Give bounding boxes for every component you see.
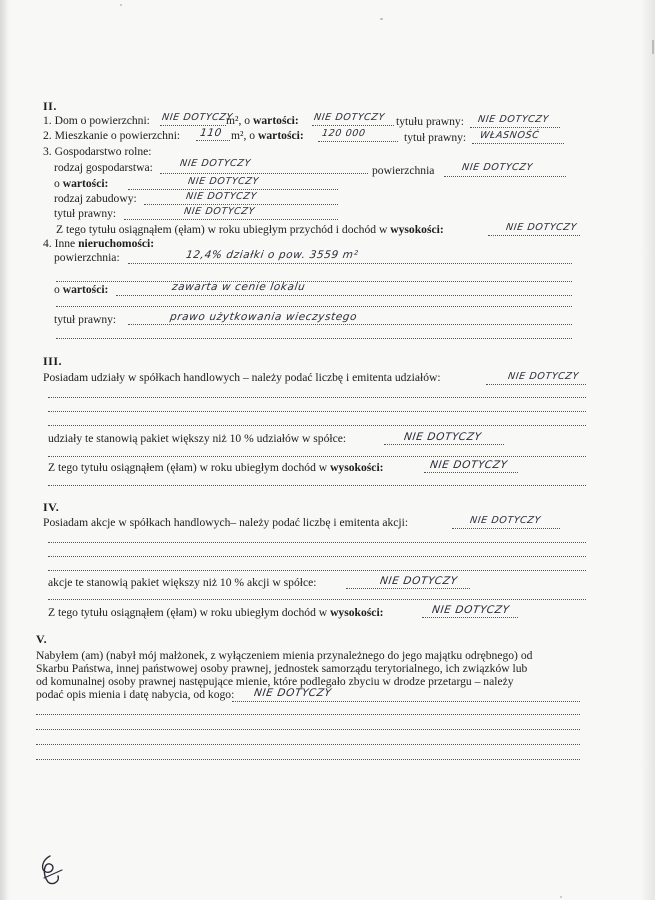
scan-speck (560, 896, 562, 898)
l3-build-value: NIE DOTYCZY (185, 191, 258, 202)
l1-label-a: 1. Dom o powierzchni: (43, 114, 150, 127)
iii-blank-1 (48, 397, 586, 398)
l2-area-value: 110 (199, 127, 223, 139)
l1-value-value: NIE DOTYCZY (313, 112, 386, 123)
scan-speck (652, 40, 654, 54)
iii-blank-4 (48, 456, 586, 457)
l2-value-dots (318, 141, 398, 142)
l4-area-label: powierzchnia: (54, 251, 120, 264)
v-blank-3 (36, 744, 580, 745)
l3-value-pre: o (54, 177, 60, 190)
l1-label-c: wartości: (253, 114, 299, 127)
l1-label-b-wrap (226, 114, 299, 127)
l3-income-value: NIE DOTYCZY (505, 222, 578, 233)
l3-build-dots (144, 204, 338, 205)
v-blank-4 (36, 759, 580, 760)
l3-value-dots (128, 189, 338, 190)
iv-blank-3 (48, 570, 586, 571)
l3-income-dots (488, 235, 580, 236)
l4-value-pre: o (54, 283, 60, 296)
l2-label-b-wrap (231, 129, 304, 142)
l4-title-dots-2 (56, 338, 572, 339)
iv-line-3-b: wysokości: (330, 606, 384, 619)
l3-value-label-wrap (54, 177, 108, 190)
section-v-heading: V. (36, 632, 48, 646)
l3-kind-value: NIE DOTYCZY (179, 158, 252, 169)
iv-line-1-dots (452, 528, 560, 529)
l1-title-value: NIE DOTYCZY (477, 114, 550, 125)
iv-line-3-a: Z tego tytułu osiągnąłem (ęłam) w roku ubiegłym dochód w (48, 606, 328, 619)
scan-speck (120, 4, 122, 6)
iii-line-3-a: Z tego tytułu osiągnąłem (ęłam) w roku ubiegłym dochód w (48, 461, 328, 474)
iii-blank-3 (48, 425, 586, 426)
l3-title-dots (124, 219, 338, 220)
l2-label-d: tytuł prawny: (404, 131, 467, 144)
v-blank-1 (36, 714, 580, 715)
iv-line-1-label: Posiadam akcje w spółkach handlowych– należy podać liczbę i emitenta akcji: (43, 516, 409, 529)
l3-build-label: rodzaj zabudowy: (54, 192, 137, 205)
iv-blank-1 (48, 542, 586, 543)
v-paragraph-line-3: od komunalnej osoby prawnej następujące mienie, które podlegało zbyciu w drodze przetargu – należy (36, 675, 514, 688)
v-line-4-dots (232, 701, 580, 702)
l4-value-dots-2 (56, 306, 572, 307)
v-line-4-value: NIE DOTYCZY (253, 687, 333, 699)
l2-title-dots (472, 143, 564, 144)
l3-income-b: wysokości: (390, 223, 444, 236)
l4-value-label-wrap (54, 283, 108, 296)
l3-area-label: powierzchnia (372, 164, 435, 177)
iii-blank-5 (48, 485, 586, 486)
iii-line-3-b: wysokości: (330, 461, 384, 474)
l3-title-label: tytuł prawny: (54, 207, 117, 220)
line-2-label (43, 129, 180, 142)
l1-title-dots (470, 127, 560, 128)
handwritten-paraph-icon (36, 852, 70, 888)
l3-area-dots (444, 176, 566, 177)
l4-label-a: 4. Inne (43, 237, 76, 250)
iii-line-1-label: Posiadam udziały w spółkach handlowych – należy podać liczbę i emitenta udziałów: (43, 371, 441, 384)
iv-line-1-value: NIE DOTYCZY (469, 515, 542, 526)
l3-title-value: NIE DOTYCZY (183, 206, 256, 217)
l3-kind-dots (160, 173, 368, 174)
iv-line-3-dots (422, 617, 518, 618)
l4-area-dots-2 (56, 281, 572, 282)
l1-label-b: m², o (226, 114, 251, 127)
iv-line-2-dots (346, 588, 470, 589)
scan-speck (380, 18, 383, 20)
l4-label-b: nieruchomości: (78, 237, 155, 250)
l2-area-dots (196, 140, 230, 141)
iv-line-3-value: NIE DOTYCZY (431, 604, 511, 616)
l3-income-a: Z tego tytułu osiągnąłem (ęłam) w roku ubiegłym przychód i dochód w (56, 223, 388, 236)
iv-blank-2 (48, 556, 586, 557)
section-ii-heading: II. (43, 99, 57, 113)
iii-line-2-dots (384, 444, 504, 445)
scan-shadow (0, 0, 8, 900)
iv-blank-4 (48, 599, 586, 600)
iv-line-2-label: akcje te stanowią pakiet większy niż 10 % akcji w spółce: (48, 576, 317, 589)
v-blank-2 (36, 729, 580, 730)
l2-title-value: WŁASNOŚĆ (479, 130, 541, 141)
v-paragraph-line-2: Skarbu Państwa, innej państwowej osoby prawnej, jednostek samorządu terytorialnego, ich związków lub (36, 662, 528, 675)
l4-value-label: wartości: (62, 283, 109, 296)
l3-value-label: wartości: (62, 177, 109, 190)
v-paragraph-line-1: Nabyłem (am) (nabył mój małżonek, z wyłączeniem mienia przynależnego do jego majątku odrębnego) od (36, 649, 533, 662)
iv-line-3-label (48, 606, 384, 619)
l1-area-dots (160, 125, 226, 126)
l4-value-dots (116, 295, 572, 296)
iv-line-2-value: NIE DOTYCZY (379, 575, 459, 587)
l4-title-dots (128, 324, 572, 325)
l3-area-value: NIE DOTYCZY (461, 162, 534, 173)
line-4-label (43, 237, 154, 250)
l3-kind-label: rodzaj gospodarstwa: (54, 161, 153, 174)
l2-label-a: 2. Mieszkanie o powierzchni: (43, 129, 181, 142)
iii-line-2-label: udziały te stanowią pakiet większy niż 10 % udziałów w spółce: (48, 432, 347, 445)
iii-line-3-label (48, 461, 384, 474)
l2-value-value: 120 000 (321, 128, 367, 139)
iii-line-1-value: NIE DOTYCZY (507, 371, 580, 382)
l2-label-b: m², o (231, 129, 256, 142)
l4-area-value: 12,4% działki o pow. 3559 m² (185, 249, 360, 261)
l3-income-label (56, 223, 444, 236)
line-1-label (43, 114, 150, 127)
l4-title-label: tytuł prawny: (54, 313, 117, 326)
l4-value-value: zawarta w cenie lokalu (171, 281, 307, 293)
l2-label-c: wartości: (258, 129, 304, 142)
iii-line-3-value: NIE DOTYCZY (429, 459, 509, 471)
line-3-label: 3. Gospodarstwo rolne: (43, 145, 152, 158)
l3-value-value: NIE DOTYCZY (187, 176, 260, 187)
l4-title-value: prawo użytkowania wieczystego (169, 311, 358, 323)
l1-value-dots (312, 125, 394, 126)
iii-line-3-dots (424, 472, 518, 473)
l4-area-dots (128, 263, 572, 264)
section-iv-heading: IV. (43, 500, 60, 514)
iii-line-2-value: NIE DOTYCZY (403, 431, 483, 443)
l1-area-value: NIE DOTYCZY (161, 112, 234, 123)
section-iii-heading: III. (43, 354, 63, 368)
iii-blank-2 (48, 411, 586, 412)
iii-line-1-dots (486, 384, 586, 385)
v-paragraph-line-4: podać opis mienia i datę nabycia, od kogo: (36, 688, 235, 701)
l1-label-d: tytułu prawny: (396, 115, 464, 128)
